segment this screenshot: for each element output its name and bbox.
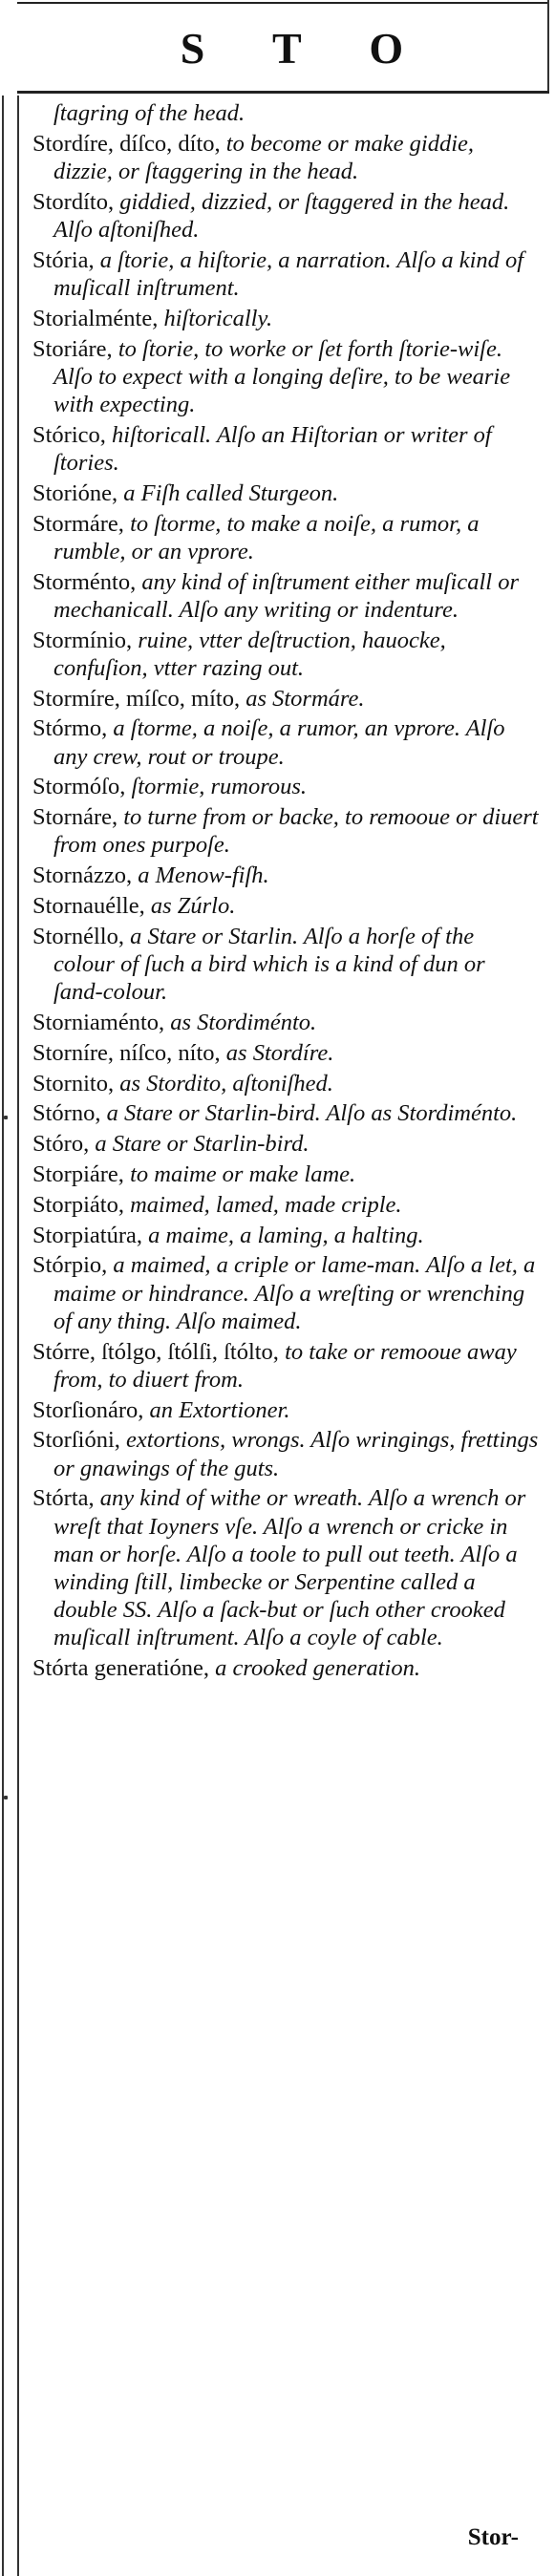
entry (32, 305, 539, 332)
definition: as Zúrlo. (150, 892, 236, 919)
definition: to ſtorie, to worke or ſet forth ſtorie-wiſe. Alſo to expect with a longing deſire, to be wearie with expecting. (53, 335, 511, 417)
entry (32, 1039, 539, 1067)
entry (32, 335, 539, 419)
headword: Stornáre, (32, 804, 124, 831)
definition: ſtormie, rumorous. (131, 774, 308, 800)
headword: Stormóſo, (32, 774, 132, 800)
margin-mark (4, 1796, 8, 1799)
outer-column-rule (2, 96, 4, 2576)
entry (32, 923, 539, 1007)
entry (32, 1130, 539, 1158)
entry (32, 1396, 539, 1424)
definition: a Menow-fiſh. (138, 862, 269, 889)
entry (32, 246, 539, 302)
definition: a Fiſh called Sturgeon. (123, 479, 339, 506)
running-head: S T O (180, 24, 433, 73)
entry (32, 1191, 539, 1219)
entry (32, 627, 539, 682)
headword: Storníre, níſco, níto, (32, 1039, 226, 1066)
entry (32, 479, 539, 507)
headword: Stormínio, (32, 627, 139, 653)
entry (32, 714, 539, 770)
headword: Stormíre, míſco, míto, (32, 685, 246, 712)
definition: any kind of withe or wreath. Alſo a wrench or wreſt that Ioyners vſe. Alſo a wrench or cricke in man or horſe. Alſo a toole to pull out teeth. Alſo a winding ſtill, limbecke or Serpentine called a double SS. Alſo a ſack-but or ſuch other crooked muſicall inſtrument. Alſo a coyle of cable. (53, 1485, 526, 1651)
headword: Stornéllo, (32, 923, 131, 949)
entry (32, 1338, 539, 1394)
margin-mark (4, 1116, 8, 1119)
headword: Stordíre, díſco, díto, (32, 130, 226, 157)
definition: an Extortioner. (149, 1396, 290, 1423)
definition: to ſtorme, to make a noiſe, a rumor, a rumble, or an vprore. (53, 510, 480, 564)
entry (32, 1099, 539, 1127)
headword: Storióne, (32, 479, 124, 506)
headword: Storiáre, (32, 335, 118, 362)
headword: Stórpio, (32, 1252, 114, 1279)
definition: ruine, vtter deſtruction, hauocke, confuſion, vtter razing out. (53, 627, 446, 681)
entry (32, 130, 539, 185)
definition: extortions, wrongs. Alſo wringings, frettings or gnawings of the guts. (53, 1427, 539, 1481)
definition: a ſtorie, a hiſtorie, a narration. Alſo a kind of muſicall inſtrument. (53, 246, 524, 301)
definition: hiſtorically. (163, 305, 273, 331)
headword: Storialménte, (32, 305, 164, 331)
definition: as Stormáre. (245, 685, 365, 712)
entry (32, 1009, 539, 1036)
entry (32, 510, 539, 565)
definition: as Stordiménto. (170, 1009, 317, 1035)
definition: a maimed, a criple or lame-man. Alſo a let, a maime or hindrance. Alſo a wreſting or wrenching of any thing. Alſo maimed. (53, 1252, 536, 1334)
definition: as Stordito, aſtoniſhed. (119, 1070, 333, 1096)
top-rule (17, 2, 549, 4)
definition: to turne from or backe, to remooue or diuert from ones purpoſe. (53, 804, 539, 859)
definition: to maime or make lame. (130, 1160, 356, 1187)
headword: Stórico, (32, 421, 113, 448)
entry (32, 99, 539, 127)
definition: a Stare or Starlin-bird. (95, 1131, 310, 1158)
definition: to become or make giddie, dizzie, or ſtaggering in the head. (53, 130, 475, 184)
headword: Stornázzo, (32, 862, 139, 889)
definition: a ſtorme, a noiſe, a rumor, an vprore. Alſo any crew, rout or troupe. (53, 715, 505, 770)
definition: a Stare or Starlin-bird. Alſo as Stordiménto. (106, 1100, 518, 1127)
definition: as Stordíre. (225, 1039, 334, 1066)
definition: maimed, lamed, made criple. (130, 1191, 402, 1218)
definition: hiſtoricall. Alſo an Hiſtorian or writer of ſtories. (53, 421, 492, 476)
headword: Storménto, (32, 568, 142, 595)
headword: Stormáre, (32, 510, 131, 537)
entry (32, 1160, 539, 1188)
headword: Storſióni, (32, 1427, 127, 1454)
definition: a Stare or Starlin. Alſo a horſe of the colour of ſuch a bird which is a kind of dun or ſand-colour. (53, 923, 485, 1006)
definition: a crooked generation. (215, 1655, 420, 1682)
definition: giddied, dizzied, or ſtaggered in the head. Alſo aſtoniſhed. (53, 188, 510, 243)
headword: Stóro, (32, 1131, 96, 1158)
catchword: Stor- (467, 2524, 519, 2550)
column-rule (17, 96, 19, 2576)
headword: Storſionáro, (32, 1396, 150, 1423)
headword: Stordíto, (32, 188, 120, 215)
headword: Stórmo, (32, 715, 114, 742)
entry (32, 1484, 539, 1651)
entry (32, 568, 539, 624)
headword: Storpiáto, (32, 1191, 131, 1218)
entry (32, 1251, 539, 1335)
entry (32, 1070, 539, 1097)
entry (32, 892, 539, 920)
entry (32, 1654, 539, 1682)
definition: a maime, a laming, a halting. (148, 1222, 424, 1248)
headword: Storpiáre, (32, 1160, 131, 1187)
headword: Stória, (32, 246, 100, 273)
entry (32, 685, 539, 713)
entry (32, 1222, 539, 1249)
headword: Stórta, (32, 1485, 100, 1512)
definition: any kind of inſtrument either muſicall or mechanicall. Alſo any writing or indenture. (53, 568, 520, 623)
headword: Stórre, ſtólgo, ſtólſi, ſtólto, (32, 1338, 286, 1365)
header-rule (17, 91, 549, 94)
entry (32, 862, 539, 889)
dictionary-column (32, 99, 539, 1685)
headword: Stornauélle, (32, 892, 151, 919)
headword: Storpiatúra, (32, 1222, 149, 1248)
headword: Stórno, (32, 1100, 107, 1127)
definition: ſtagring of the head. (53, 100, 245, 126)
definition: to take or remooue away from, to diuert from. (53, 1338, 517, 1393)
entry (32, 1426, 539, 1481)
entry (32, 188, 539, 244)
entry (32, 803, 539, 859)
headword: Stórta generatióne, (32, 1655, 216, 1682)
entry (32, 773, 539, 800)
headword: Stornito, (32, 1070, 120, 1096)
headword: Storniaménto, (32, 1009, 171, 1035)
entry (32, 421, 539, 477)
